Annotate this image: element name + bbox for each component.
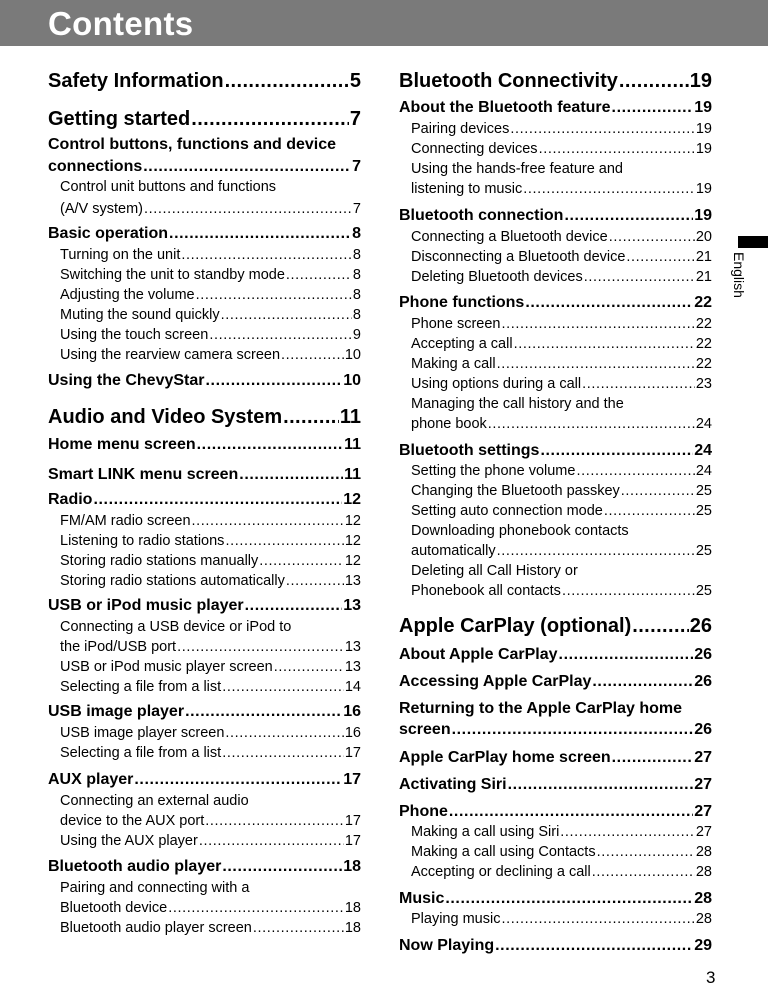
toc-entry-title: Bluetooth audio player [48, 858, 222, 875]
toc-section [48, 157, 361, 177]
toc-entry-title: Selecting a file from a list [60, 745, 222, 761]
toc-entry-title: Control unit buttons and functions [60, 179, 277, 195]
toc-page-number: 27 [695, 824, 712, 840]
toc-dot-leader [576, 461, 694, 481]
toc-entry-title: Bluetooth device [60, 900, 168, 916]
toc-dot-leader [525, 293, 693, 313]
toc-entry-title: Pairing and connecting with a [60, 880, 250, 896]
toc-entry-title: phone book [411, 416, 487, 432]
toc-entry-title: USB image player screen [60, 725, 225, 741]
toc-entry-title: Disconnecting a Bluetooth device [411, 249, 626, 265]
toc-section [399, 645, 712, 665]
toc-entry-title: Using the AUX player [60, 833, 198, 849]
toc-entry-title: Pairing devices [411, 121, 510, 137]
toc-page-number: 8 [352, 225, 361, 242]
toc-page-number: 27 [694, 749, 712, 766]
toc-section [399, 98, 712, 118]
toc-dot-leader [582, 374, 695, 394]
toc-page-number: 16 [343, 703, 361, 720]
toc-page-number: 7 [349, 108, 361, 130]
toc-dot-leader [584, 267, 695, 287]
toc-entry-title: Phonebook all contacts [411, 583, 561, 599]
toc-chapter [48, 69, 361, 93]
toc-page-number: 29 [694, 937, 712, 954]
toc-dot-leader [612, 98, 694, 118]
toc-page-number: 11 [344, 466, 361, 483]
toc-entry-title: Selecting a file from a list [60, 679, 222, 695]
toc-page-number: 12 [344, 533, 361, 549]
toc-entry-title: Using the rearview camera screen [60, 347, 281, 363]
toc-page-number: 8 [352, 287, 361, 303]
toc-page-number: 24 [695, 416, 712, 432]
toc-entry-title: Accessing Apple CarPlay [399, 673, 592, 690]
toc-section [48, 465, 361, 485]
toc-entry-title: Apple CarPlay home screen [399, 749, 611, 766]
toc-section [399, 206, 712, 226]
toc-page-number: 14 [344, 679, 361, 695]
toc-section [399, 672, 712, 692]
toc-section [48, 596, 361, 616]
toc-page-number: 8 [352, 267, 361, 283]
toc-dot-leader [562, 581, 695, 601]
toc-page-number: 26 [689, 615, 712, 637]
toc-entry-title: automatically [411, 543, 496, 559]
toc-page-number: 21 [695, 249, 712, 265]
toc-subsection [399, 374, 712, 394]
toc-dot-leader [144, 199, 352, 219]
toc-dot-leader [523, 179, 695, 199]
toc-page-number: 26 [694, 673, 712, 690]
toc-subsection [399, 581, 712, 601]
toc-subsection [48, 531, 361, 551]
toc-entry-title: Bluetooth settings [399, 442, 540, 459]
toc-chapter [48, 405, 361, 429]
toc-subsection [399, 909, 712, 929]
toc-dot-leader [592, 672, 693, 692]
toc-dot-leader [626, 247, 694, 267]
toc-subsection [48, 723, 361, 743]
toc-section [399, 699, 712, 719]
toc-dot-leader [239, 465, 343, 485]
toc-dot-leader [222, 857, 342, 877]
toc-page-number: 10 [344, 347, 361, 363]
language-tab [731, 252, 751, 312]
toc-subsection [48, 177, 361, 197]
toc-entry-title: Setting the phone volume [411, 463, 576, 479]
toc-section [399, 889, 712, 909]
toc-dot-leader [259, 551, 344, 571]
toc-page-number: 19 [695, 181, 712, 197]
toc-dot-leader [592, 862, 695, 882]
toc-subsection [48, 571, 361, 591]
toc-subsection [399, 862, 712, 882]
page-header [0, 0, 768, 46]
toc-dot-leader [143, 157, 351, 177]
toc-entry-title: Home menu screen [48, 436, 196, 453]
toc-subsection [48, 637, 361, 657]
toc-subsection [48, 898, 361, 918]
toc-page-number: 28 [694, 890, 712, 907]
page-number: 3 [706, 968, 716, 987]
toc-dot-leader [191, 107, 349, 131]
toc-entry-title: Storing radio stations manually [60, 553, 259, 569]
toc-page-number: 5 [349, 70, 361, 92]
toc-page-number: 23 [695, 376, 712, 392]
toc-dot-leader [185, 702, 342, 722]
toc-dot-leader [609, 227, 695, 247]
toc-dot-leader [604, 501, 695, 521]
toc-subsection [48, 265, 361, 285]
toc-subsection [48, 811, 361, 831]
toc-chapter [399, 614, 712, 638]
toc-page-number: 17 [343, 771, 361, 788]
toc-entry-title: Using the ChevyStar [48, 372, 205, 389]
toc-dot-leader [197, 435, 343, 455]
toc-entry-title: screen [399, 721, 451, 738]
toc-entry-title: (A/V system) [60, 201, 143, 217]
toc-page-number: 28 [695, 864, 712, 880]
toc-page-number: 13 [344, 659, 361, 675]
toc-entry-title: About the Bluetooth feature [399, 99, 611, 116]
toc-entry-title: Using the hands-free feature and [411, 161, 623, 177]
toc-subsection [399, 481, 712, 501]
toc-page-number: 19 [694, 99, 712, 116]
toc-page-number: 9 [352, 327, 361, 343]
toc-page-number: 11 [344, 436, 361, 453]
toc-section [399, 748, 712, 768]
toc-entry-title: Deleting all Call History or [411, 563, 578, 579]
toc-subsection [48, 791, 361, 811]
toc-page-number: 22 [695, 336, 712, 352]
toc-page-number: 25 [695, 543, 712, 559]
page-title: Contents [48, 5, 194, 42]
toc-entry-title: About Apple CarPlay [399, 646, 558, 663]
toc-subsection [48, 551, 361, 571]
toc-entry-title: Activating Siri [399, 776, 507, 793]
toc-entry-title: the iPod/USB port [60, 639, 177, 655]
toc-page-number: 19 [695, 121, 712, 137]
toc-page-number: 22 [695, 316, 712, 332]
toc-section [48, 224, 361, 244]
toc-dot-leader [253, 918, 344, 938]
toc-page-number: 18 [344, 900, 361, 916]
toc-page-number: 28 [695, 911, 712, 927]
toc-entry-title: Music [399, 890, 445, 907]
toc-dot-leader [597, 842, 695, 862]
toc-section [48, 435, 361, 455]
toc-section [48, 371, 361, 391]
toc-subsection [399, 247, 712, 267]
toc-dot-leader [495, 936, 693, 956]
toc-page-number: 16 [344, 725, 361, 741]
toc-page-number: 17 [344, 813, 361, 829]
toc-page-number: 20 [695, 229, 712, 245]
toc-subsection [399, 314, 712, 334]
toc-chapter [48, 107, 361, 131]
toc-subsection [48, 511, 361, 531]
toc-page-number: 24 [694, 442, 712, 459]
toc-section [48, 702, 361, 722]
toc-dot-leader [488, 414, 695, 434]
toc-entry-title: Bluetooth Connectivity [399, 70, 618, 92]
toc-dot-leader [559, 645, 694, 665]
toc-page-number: 25 [695, 583, 712, 599]
toc-dot-leader [274, 657, 344, 677]
toc-page-number: 12 [344, 553, 361, 569]
toc-entry-title: Bluetooth connection [399, 207, 564, 224]
toc-page-number: 7 [352, 158, 361, 175]
toc-subsection [48, 677, 361, 697]
toc-section [399, 936, 712, 956]
toc-subsection [48, 199, 361, 219]
toc-entry-title: Switching the unit to standby mode [60, 267, 285, 283]
toc-subsection [399, 501, 712, 521]
toc-entry-title: AUX player [48, 771, 134, 788]
toc-dot-leader [501, 314, 694, 334]
toc-entry-title: Returning to the Apple CarPlay home [399, 700, 682, 717]
toc-dot-leader [221, 305, 352, 325]
toc-dot-leader [497, 354, 695, 374]
toc-entry-title: USB image player [48, 703, 185, 720]
toc-entry-title: Making a call using Contacts [411, 844, 596, 860]
toc-entry-title: Making a call [411, 356, 496, 372]
toc-section [48, 135, 361, 155]
toc-dot-leader [281, 345, 344, 365]
toc-dot-leader [181, 245, 352, 265]
toc-subsection [48, 345, 361, 365]
toc-page-number: 19 [695, 141, 712, 157]
toc-subsection [399, 461, 712, 481]
toc-entry-title: Apple CarPlay (optional) [399, 615, 632, 637]
toc-dot-leader [497, 541, 695, 561]
toc-entry-title: Connecting devices [411, 141, 538, 157]
toc-dot-leader [501, 909, 694, 929]
toc-dot-leader [621, 481, 695, 501]
toc-page-number: 26 [694, 646, 712, 663]
toc-dot-leader [283, 405, 339, 429]
toc-subsection [48, 617, 361, 637]
toc-subsection [48, 743, 361, 763]
toc-entry-title: Using options during a call [411, 376, 582, 392]
toc-subsection [399, 227, 712, 247]
toc-dot-leader [134, 770, 342, 790]
toc-entry-title: Phone screen [411, 316, 501, 332]
toc-subsection [399, 842, 712, 862]
toc-dot-leader [539, 139, 695, 159]
toc-dot-leader [93, 490, 342, 510]
toc-entry-title: Turning on the unit [60, 247, 181, 263]
toc-subsection [399, 541, 712, 561]
toc-entry-title: Accepting a call [411, 336, 513, 352]
toc-entry-title: Making a call using Siri [411, 824, 560, 840]
toc-section [48, 857, 361, 877]
toc-dot-leader [222, 743, 344, 763]
toc-subsection [399, 334, 712, 354]
toc-entry-title: Now Playing [399, 937, 495, 954]
toc-entry-title: Phone [399, 803, 448, 820]
toc-page-number: 25 [695, 503, 712, 519]
toc-subsection [399, 414, 712, 434]
toc-entry-title: Managing the call history and the [411, 396, 624, 412]
toc-page-number: 10 [343, 372, 361, 389]
toc-chapter [399, 69, 712, 93]
toc-entry-title: USB or iPod music player [48, 597, 244, 614]
toc-dot-leader [452, 720, 694, 740]
toc-page-number: 24 [695, 463, 712, 479]
toc-page-number: 13 [344, 573, 361, 589]
toc-entry-title: Setting auto connection mode [411, 503, 603, 519]
toc-entry-title: device to the AUX port [60, 813, 205, 829]
toc-page-number: 13 [343, 597, 361, 614]
toc-page-number: 12 [344, 513, 361, 529]
toc-page-number: 27 [694, 803, 712, 820]
toc-dot-leader [225, 531, 343, 551]
toc-section [48, 770, 361, 790]
toc-entry-title: Playing music [411, 911, 501, 927]
toc-dot-leader [196, 285, 352, 305]
toc-entry-title: Listening to radio stations [60, 533, 225, 549]
toc-page-number: 13 [344, 639, 361, 655]
toc-entry-title: Phone functions [399, 294, 525, 311]
toc-dot-leader [192, 511, 344, 531]
toc-entry-title: Basic operation [48, 225, 169, 242]
toc-dot-leader [560, 822, 695, 842]
toc-subsection [399, 267, 712, 287]
toc-dot-leader [632, 614, 689, 638]
toc-entry-title: Radio [48, 491, 93, 508]
toc-entry-title: listening to music [411, 181, 523, 197]
language-label: English [731, 252, 747, 298]
toc-subsection [48, 285, 361, 305]
language-tab-marker [738, 236, 768, 248]
toc-subsection [399, 394, 712, 414]
toc-page-number: 19 [689, 70, 712, 92]
toc-dot-leader [564, 206, 693, 226]
toc-page-number: 8 [352, 307, 361, 323]
toc-entry-title: Audio and Video System [48, 406, 283, 428]
toc-entry-title: Adjusting the volume [60, 287, 195, 303]
toc-dot-leader [225, 69, 349, 93]
toc-page-number: 11 [339, 406, 361, 428]
toc-entry-title: Getting started [48, 108, 191, 130]
toc-section [48, 490, 361, 510]
toc-dot-leader [286, 571, 344, 591]
toc-subsection [48, 831, 361, 851]
toc-entry-title: connections [48, 158, 143, 175]
toc-page-number: 26 [694, 721, 712, 738]
toc-dot-leader [205, 811, 344, 831]
toc-dot-leader [199, 831, 344, 851]
toc-page-number: 27 [694, 776, 712, 793]
toc-page-number: 18 [343, 858, 361, 875]
toc-dot-leader [619, 69, 689, 93]
toc-dot-leader [225, 723, 343, 743]
toc-subsection [48, 657, 361, 677]
toc-entry-title: Control buttons, functions and device [48, 136, 336, 153]
toc-subsection [399, 159, 712, 179]
toc-entry-title: Bluetooth audio player screen [60, 920, 252, 936]
toc-dot-leader [449, 802, 693, 822]
toc-entry-title: USB or iPod music player screen [60, 659, 273, 675]
toc-page-number: 21 [695, 269, 712, 285]
toc-page-number: 17 [344, 833, 361, 849]
toc-section [399, 720, 712, 740]
toc-entry-title: FM/AM radio screen [60, 513, 191, 529]
toc-page-number: 22 [694, 294, 712, 311]
toc-subsection [399, 179, 712, 199]
toc-subsection [399, 139, 712, 159]
toc-page-number: 12 [343, 491, 361, 508]
toc-entry-title: Downloading phonebook contacts [411, 523, 629, 539]
toc-page-number: 8 [352, 247, 361, 263]
toc-subsection [48, 305, 361, 325]
toc-subsection [48, 245, 361, 265]
toc-entry-title: Connecting a Bluetooth device [411, 229, 608, 245]
toc-entry-title: Deleting Bluetooth devices [411, 269, 583, 285]
toc-subsection [399, 521, 712, 541]
toc-dot-leader [177, 637, 344, 657]
toc-section [399, 293, 712, 313]
toc-page-number: 19 [694, 207, 712, 224]
toc-dot-leader [514, 334, 695, 354]
toc-dot-leader [510, 119, 695, 139]
toc-entry-title: Muting the sound quickly [60, 307, 220, 323]
toc-page-number: 22 [695, 356, 712, 372]
toc-dot-leader [205, 371, 342, 391]
toc-subsection [399, 119, 712, 139]
toc-entry-title: Changing the Bluetooth passkey [411, 483, 620, 499]
toc-entry-title: Storing radio stations automatically [60, 573, 285, 589]
toc-section [399, 775, 712, 795]
toc-page-number: 17 [344, 745, 361, 761]
toc-dot-leader [168, 898, 344, 918]
toc-page-number: 25 [695, 483, 712, 499]
toc-dot-leader [445, 889, 693, 909]
toc-entry-title: Accepting or declining a call [411, 864, 591, 880]
toc-subsection [48, 325, 361, 345]
toc-subsection [48, 918, 361, 938]
toc-section [399, 441, 712, 461]
toc-page-number: 18 [344, 920, 361, 936]
toc-entry-title: Connecting a USB device or iPod to [60, 619, 292, 635]
toc-dot-leader [245, 596, 343, 616]
toc-entry-title: Smart LINK menu screen [48, 466, 239, 483]
toc-dot-leader [209, 325, 352, 345]
toc-dot-leader [169, 224, 351, 244]
toc-entry-title: Connecting an external audio [60, 793, 249, 809]
toc-dot-leader [286, 265, 352, 285]
toc-entry-title: Safety Information [48, 70, 224, 92]
toc-page-number: 28 [695, 844, 712, 860]
toc-subsection [48, 878, 361, 898]
toc-page-number: 7 [352, 201, 361, 217]
toc-entry-title: Using the touch screen [60, 327, 209, 343]
toc-dot-leader [540, 441, 693, 461]
toc-subsection [399, 354, 712, 374]
toc-dot-leader [612, 748, 694, 768]
toc-dot-leader [508, 775, 694, 795]
toc-subsection [399, 822, 712, 842]
toc-subsection [399, 561, 712, 581]
toc-section [399, 802, 712, 822]
toc-dot-leader [222, 677, 344, 697]
